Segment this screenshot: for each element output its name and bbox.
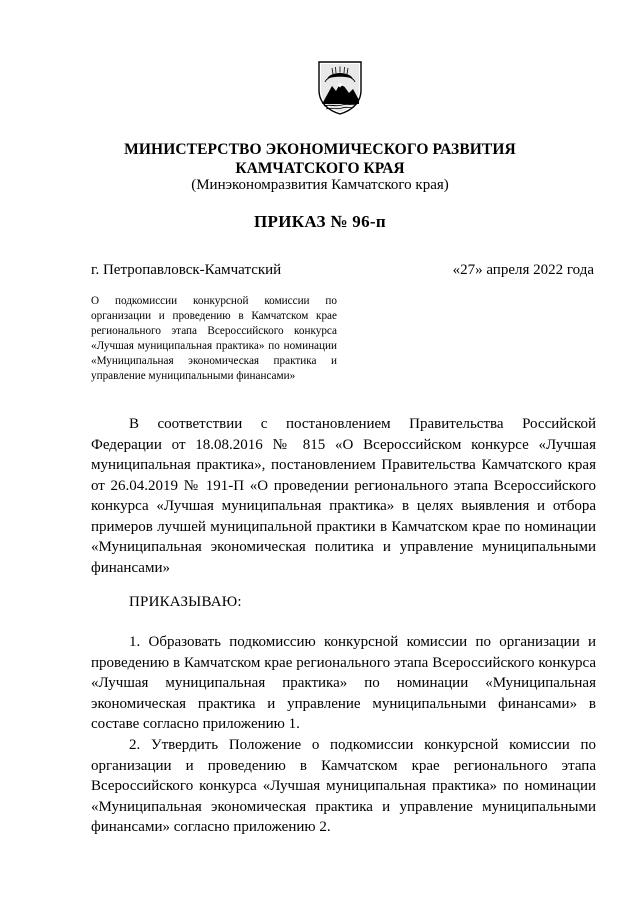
document-subject: О подкомиссии конкурсной комиссии по организации и проведению в Камчатском крае регионального этапа Всероссийского конкурса «Лучшая муниципальная практика» по номинации «Муниципальная экономическая практика и управление муниципальными финансами» [91,295,337,382]
order-item-1: 1. Образовать подкомиссию конкурсной комиссии по организации и проведению в Камчатском крае регионального этапа Всероссийского конкурса «Лучшая муниципальная практика» по номинации «Муниципальная экономическая практика и управление муниципальными финансами» в составе согласно приложению 1. [91,634,596,732]
ministry-name-line2: КАМЧАТСКОГО КРАЯ [235,160,405,177]
preamble-paragraph: В соответствии с постановлением Правительства Российской Федерации от 18.08.2016 № 815 «О Всероссийском конкурсе «Лучшая муниципальная практика», постановлением Правительства Камчатского края от 26.04.2019 № 191-П «О проведении регионального этапа Всероссийского конкурса «Лучшая муниципальная практика» в целях выявления и отбора примеров лучшей муниципальной практики в Камчатском крае по номинации «Муниципальная экономическая политика и управление муниципальными финансами» [91,416,596,576]
document-title: ПРИКАЗ № 96-п [254,212,386,231]
order-keyword: ПРИКАЗЫВАЮ: [129,594,242,610]
document-date: «27» апреля 2022 года [452,262,594,278]
coat-of-arms-icon [316,60,364,116]
ministry-short-name: (Минэкономразвития Камчатского края) [191,177,449,193]
order-item-2: 2. Утвердить Положение о подкомиссии конкурсной комиссии по организации и проведению в Камчатском крае регионального этапа Всероссийского конкурса «Лучшая муниципальная практика» по номинации «Муниципальная экономическая практика и управление муниципальными финансами» согласно приложению 2. [91,737,596,835]
ministry-name-line1: МИНИСТЕРСТВО ЭКОНОМИЧЕСКОГО РАЗВИТИЯ [124,141,516,158]
document-city: г. Петропавловск-Камчатский [91,262,282,278]
